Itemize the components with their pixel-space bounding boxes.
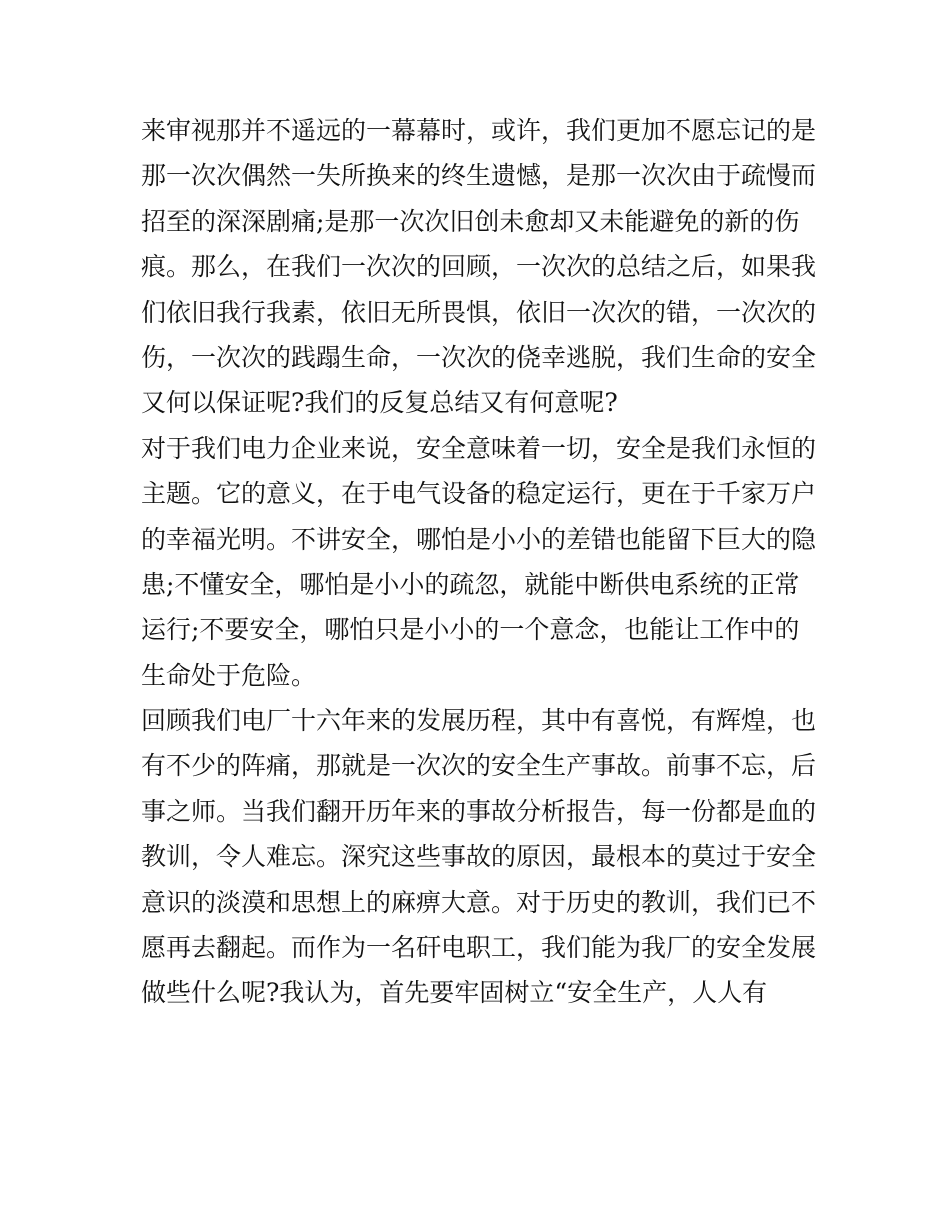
text-line: 回顾我们电厂十六年来的发展历程，其中有喜悦，有辉煌，也 [141, 706, 817, 736]
text-line: 运行;不要安全，哪怕只是小小的一个意念，也能让工作中的 [141, 615, 800, 645]
text-line: 的幸福光明。不讲安全，哪怕是小小的差错也能留下巨大的隐 [141, 524, 817, 554]
text-line: 意识的淡漠和思想上的麻痹大意。对于历史的教训，我们已不 [141, 887, 817, 917]
text-line: 招至的深深剧痛;是那一次次旧创未愈却又未能避免的新的伤 [141, 206, 800, 236]
text-line: 愿再去翻起。而作为一名矸电职工，我们能为我厂的安全发展 [141, 933, 817, 963]
text-line: 们依旧我行我素，依旧无所畏惧，依旧一次次的错，一次次的 [141, 297, 817, 327]
text-line: 患;不懂安全，哪怕是小小的疏忽，就能中断供电系统的正常 [141, 569, 800, 599]
body-text [141, 108, 821, 1016]
text-line: 生命处于危险。 [141, 660, 317, 690]
text-line: 来审视那并不遥远的一幕幕时，或许，我们更加不愿忘记的是 [141, 116, 817, 145]
text-line: 又何以保证呢?我们的反复总结又有何意呢? [141, 388, 618, 418]
text-line: 那一次次偶然一失所换来的终生遗憾，是那一次次由于疏慢而 [141, 161, 817, 191]
text-line: 教训，令人难忘。深究这些事故的原因，最根本的莫过于安全 [141, 842, 817, 872]
text-line: 主题。它的意义，在于电气设备的稳定运行，更在于千家万户 [141, 479, 817, 509]
text-line: 对于我们电力企业来说，安全意味着一切，安全是我们永恒的 [141, 433, 817, 463]
text-line: 做些什么呢?我认为，首先要牢固树立“安全生产，人人有 [141, 978, 768, 1008]
text-line: 伤，一次次的践蹋生命，一次次的侥幸逃脱，我们生命的安全 [141, 342, 817, 372]
text-line: 痕。那么，在我们一次次的回顾，一次次的总结之后，如果我 [141, 252, 817, 282]
text-line: 有不少的阵痛，那就是一次次的安全生产事故。前事不忘，后 [141, 751, 817, 781]
text-line: 事之师。当我们翻开历年来的事故分析报告，每一份都是血的 [141, 796, 817, 826]
